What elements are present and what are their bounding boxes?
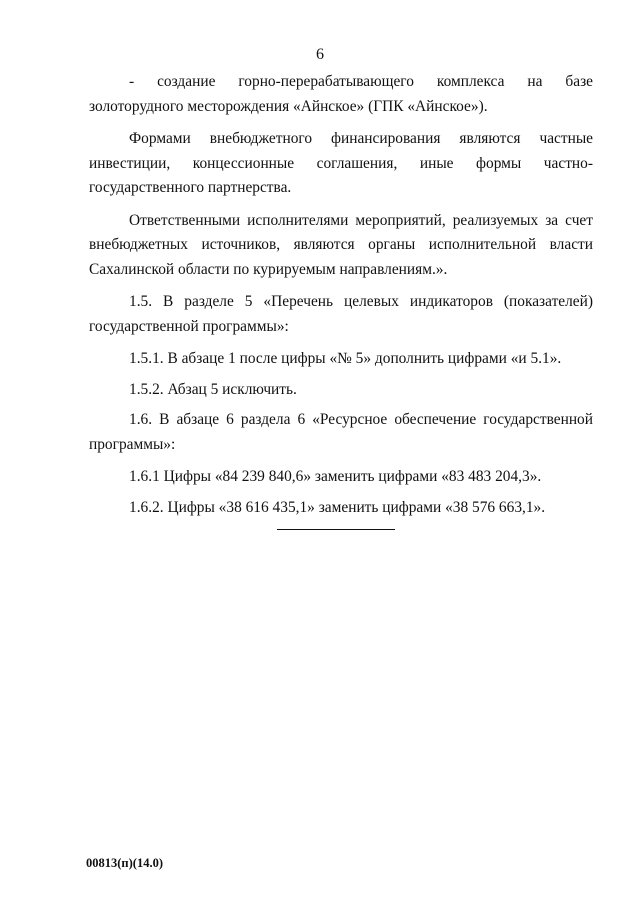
page-number: 6 <box>316 46 324 63</box>
end-divider-line <box>277 529 395 530</box>
paragraph-1-5-2: 1.5.2. Абзац 5 исключить. <box>129 380 297 398</box>
paragraph-responsible-executors: Ответственными исполнителями мероприятий, реализуемых за счет внебюджетных источников, являются органы исполнительной власти Сахалинской области по курируемым направлениям.». <box>89 211 593 278</box>
paragraph-financing-forms: Формами внебюджетного финансирования являются частные инвестиции, концессионные соглашения, иные формы частно-государственного партнерства. <box>89 130 593 196</box>
paragraph-1-5-1: 1.5.1. В абзаце 1 после цифры «№ 5» дополнить цифрами «и 5.1». <box>129 350 562 367</box>
document-code: 00813(п)(14.0) <box>86 856 163 870</box>
paragraph-section-6: 1.6. В абзаце 6 раздела 6 «Ресурсное обеспечение государственной программы»: <box>89 411 593 453</box>
paragraph-1-6-2: 1.6.2. Цифры «38 616 435,1» заменить цифрами «38 576 663,1». <box>129 498 546 516</box>
document-body <box>89 70 593 526</box>
paragraph-1-6-1: 1.6.1 Цифры «84 239 840,6» заменить цифрами «83 483 204,3». <box>129 468 542 485</box>
paragraph-section-5: 1.5. В разделе 5 «Перечень целевых индикаторов (показателей) государственной программы»: <box>89 293 593 335</box>
paragraph-mining-complex: - создание горно-перерабатывающего комплекса на базе золоторудного месторождения «Айнское» (ГПК «Айнское»). <box>89 73 593 115</box>
